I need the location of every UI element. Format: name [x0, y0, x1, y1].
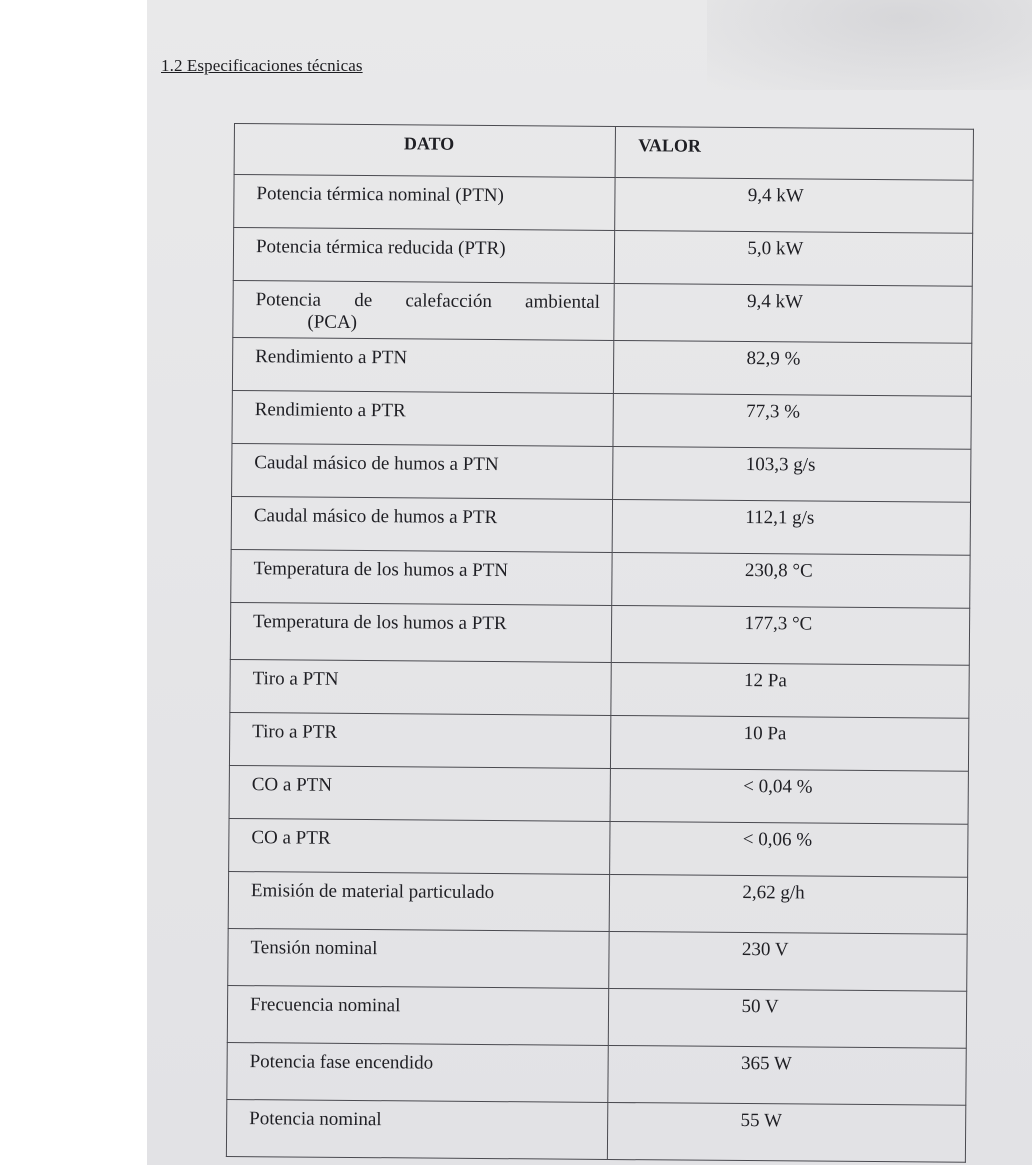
table-row: [229, 765, 968, 824]
table-row: [230, 659, 969, 718]
table-row: [232, 337, 971, 396]
bleed-through-shadow: [707, 0, 1032, 90]
table-row: [227, 985, 966, 1048]
valor-cell: < 0,04 %: [610, 768, 968, 824]
dato-cell: Potencia térmica nominal (PTN): [234, 175, 616, 231]
table-header-row: [234, 124, 973, 181]
table-row: [229, 712, 968, 771]
dato-cell: Potencia fase encendido: [227, 1042, 609, 1102]
valor-cell: 230,8 °C: [612, 552, 970, 608]
valor-cell: 177,3 °C: [612, 605, 970, 665]
valor-cell: 12 Pa: [611, 662, 969, 718]
valor-cell: < 0,06 %: [610, 821, 968, 877]
valor-cell: 103,3 g/s: [613, 446, 971, 502]
dato-cell: Caudal másico de humos a PTN: [232, 443, 614, 499]
dato-cell: Potencia nominal: [226, 1099, 608, 1159]
dato-cell: Temperatura de los humos a PTN: [231, 549, 613, 605]
dato-text-continuation: (PCA): [307, 311, 358, 333]
dato-cell: Rendimiento a PTN: [232, 337, 614, 393]
table-row: [233, 228, 972, 287]
valor-cell: 82,9 %: [614, 340, 972, 396]
table-row: [227, 1042, 966, 1105]
dato-cell: Frecuencia nominal: [227, 985, 609, 1045]
table-row: [226, 1099, 965, 1162]
valor-cell: 365 W: [608, 1045, 966, 1105]
table-row: [229, 818, 968, 877]
dato-text: Potencia de calefacción ambiental: [255, 289, 601, 313]
dato-cell: Potencia térmica reducida (PTR): [233, 228, 615, 284]
dato-cell: CO a PTR: [229, 818, 611, 874]
valor-cell: 9,4 kW: [615, 177, 973, 233]
table-row: [231, 549, 970, 608]
table-row: [234, 175, 973, 234]
valor-cell: 10 Pa: [611, 715, 969, 771]
dato-cell: Emisión de material particulado: [228, 871, 610, 931]
valor-cell: 77,3 %: [613, 393, 971, 449]
document-page: [147, 0, 1032, 1165]
dato-cell: [233, 280, 615, 340]
header-dato: DATO: [234, 124, 616, 178]
table-row: [232, 390, 971, 449]
valor-cell: 230 V: [609, 931, 967, 991]
dato-cell: Caudal másico de humos a PTR: [231, 496, 613, 552]
dato-cell: CO a PTN: [229, 765, 611, 821]
specifications-table: [226, 123, 974, 1163]
valor-cell: 9,4 kW: [614, 283, 972, 343]
dato-cell: Tiro a PTN: [230, 659, 612, 715]
dato-cell: Tiro a PTR: [229, 712, 611, 768]
table-row: [228, 928, 967, 991]
valor-cell: 55 W: [608, 1102, 966, 1162]
valor-cell: 2,62 g/h: [610, 874, 968, 934]
dato-cell: Rendimiento a PTR: [232, 390, 614, 446]
dato-cell: Temperatura de los humos a PTR: [230, 602, 612, 662]
table-row: [228, 871, 967, 934]
valor-cell: 112,1 g/s: [613, 499, 971, 555]
dato-cell: Tensión nominal: [228, 928, 610, 988]
valor-cell: 50 V: [609, 988, 967, 1048]
table-row: [231, 496, 970, 555]
section-title: 1.2 Especificaciones técnicas: [161, 56, 363, 75]
table-row: [232, 443, 971, 502]
table-row: [230, 602, 969, 665]
valor-cell: 5,0 kW: [615, 230, 973, 286]
table-row: [233, 280, 972, 343]
header-valor: VALOR: [615, 126, 973, 180]
